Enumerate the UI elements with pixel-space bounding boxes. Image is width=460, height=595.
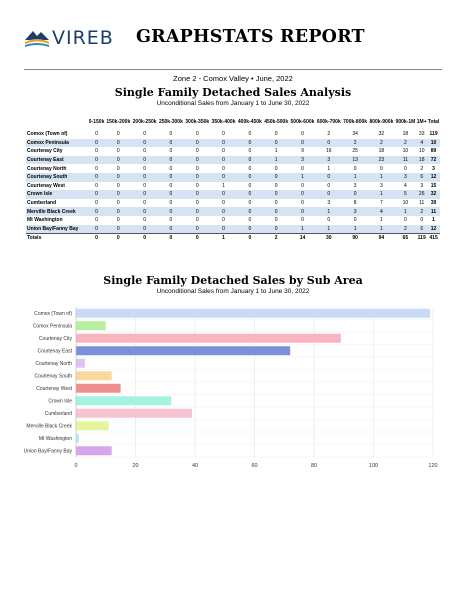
value-cell: 0: [237, 225, 263, 234]
value-cell: 0: [88, 156, 105, 165]
value-cell: 0: [184, 139, 210, 148]
value-cell: 0: [248, 217, 252, 224]
value-cell: 0: [184, 173, 210, 182]
bar: [76, 396, 171, 405]
value-cell: 8: [353, 200, 357, 207]
total-cell: 12: [427, 225, 440, 234]
value-cell: 119: [416, 233, 427, 243]
value-cell: 0: [184, 207, 210, 216]
column-header: 150k-200k: [106, 119, 131, 126]
value-cell: 0: [237, 139, 263, 148]
value-cell: 0: [274, 217, 278, 224]
value-cell: 0: [131, 190, 157, 199]
value-cell: 2: [327, 131, 331, 138]
value-cell: 0: [222, 217, 225, 224]
value-cell: 0: [289, 139, 315, 148]
value-cell: 0: [263, 139, 289, 148]
table-row: [26, 207, 440, 216]
value-cell: 0: [342, 190, 368, 199]
value-cell: 0: [105, 173, 131, 182]
column-header: 800k-900k: [369, 119, 394, 126]
category-label: Mt Washington: [38, 436, 72, 443]
total-cell: 1: [432, 217, 435, 224]
value-cell: 0: [105, 225, 131, 234]
total-cell: 10: [427, 139, 440, 148]
table-title: Single Family Detached Sales Analysis: [114, 86, 352, 99]
value-cell: 18: [416, 156, 427, 165]
value-cell: 0: [131, 156, 157, 165]
value-cell: 1: [342, 173, 368, 182]
value-cell: 0: [263, 207, 289, 216]
area-cell: Union Bay/Fanny Bay: [26, 225, 88, 234]
total-cell: 11: [427, 207, 440, 216]
value-cell: 0: [184, 156, 210, 165]
value-cell: 0: [105, 139, 131, 148]
value-cell: 0: [274, 165, 278, 172]
category-label: Courtenay East: [37, 348, 72, 355]
value-cell: 0: [88, 173, 105, 182]
value-cell: 0: [184, 190, 210, 199]
category-label: Union Bay/Fanny Bay: [23, 448, 72, 455]
value-cell: 0: [316, 190, 342, 199]
value-cell: 2: [263, 233, 289, 243]
column-header: 900k-1M: [395, 119, 416, 126]
table-row: [26, 130, 440, 139]
value-cell: 0: [195, 200, 199, 207]
value-cell: 0: [195, 182, 199, 189]
value-cell: 1: [222, 182, 225, 189]
value-cell: 0: [169, 148, 173, 155]
value-cell: 0: [222, 131, 225, 138]
sales-bar-chart: [0, 300, 460, 480]
value-cell: 4: [368, 207, 394, 216]
value-cell: 0: [237, 173, 263, 182]
value-cell: 1: [327, 165, 331, 172]
x-tick-label: 40: [191, 463, 199, 469]
x-tick-label: 120: [428, 463, 438, 469]
value-cell: 1: [316, 207, 342, 216]
x-tick-label: 60: [251, 463, 258, 469]
value-cell: 0: [289, 207, 315, 216]
value-cell: 0: [95, 148, 98, 155]
area-cell: Comox Peninsula: [26, 139, 88, 148]
value-cell: 2: [420, 165, 424, 172]
x-tick-label: 20: [132, 463, 139, 469]
value-cell: 3: [342, 207, 368, 216]
value-cell: 0: [105, 233, 131, 243]
category-label: Courtenay South: [34, 373, 72, 380]
value-cell: 4: [416, 139, 427, 148]
total-cell: 39: [430, 200, 437, 207]
value-cell: 0: [353, 165, 357, 172]
bar: [76, 421, 109, 430]
bar: [76, 384, 121, 393]
value-cell: 0: [116, 165, 120, 172]
value-cell: 0: [210, 190, 236, 199]
value-cell: 0: [143, 200, 146, 207]
table-subtitle: Unconditional Sales from January 1 to June 30, 2022: [156, 100, 310, 107]
report-subtitle: Zone 2 - Comox Valley • June, 2022: [173, 74, 293, 83]
value-cell: 0: [301, 182, 304, 189]
area-cell: Totals: [26, 233, 88, 243]
area-cell: Crown Isle: [26, 190, 88, 199]
value-cell: 0: [158, 173, 184, 182]
value-cell: 0: [195, 217, 199, 224]
value-cell: 34: [352, 131, 358, 138]
value-cell: 1: [274, 148, 278, 155]
column-header: 300k-350k: [185, 119, 210, 126]
category-label: Courtenay West: [36, 386, 72, 393]
value-cell: 0: [248, 200, 252, 207]
value-cell: 0: [169, 200, 173, 207]
value-cell: 0: [105, 207, 131, 216]
table-row: [26, 190, 440, 199]
value-cell: 3: [289, 156, 315, 165]
value-cell: 94: [368, 233, 394, 243]
value-cell: 90: [342, 233, 368, 243]
bar: [76, 359, 85, 368]
value-cell: 0: [131, 233, 157, 243]
column-header: 450k-500k: [264, 119, 289, 126]
category-label: Courtenay City: [38, 336, 72, 343]
value-cell: 0: [301, 200, 304, 207]
value-cell: 11: [419, 200, 425, 207]
value-cell: 4: [404, 182, 407, 189]
column-header: 200k-250k: [132, 119, 157, 126]
value-cell: 30: [316, 233, 342, 243]
column-header: Total: [427, 119, 440, 126]
value-cell: 0: [143, 148, 146, 155]
value-cell: 33: [418, 131, 425, 138]
table-row: [26, 182, 440, 191]
value-cell: 0: [158, 233, 184, 243]
bar: [76, 434, 79, 443]
logo-text: VIREB: [52, 27, 114, 49]
bar: [76, 321, 106, 330]
value-cell: 0: [158, 207, 184, 216]
value-cell: 0: [316, 173, 342, 182]
value-cell: 0: [169, 217, 173, 224]
value-cell: 0: [158, 156, 184, 165]
value-cell: 65: [395, 233, 417, 243]
area-cell: Mt Washington: [27, 217, 63, 224]
area-cell: Courtenay West: [27, 182, 65, 189]
value-cell: 32: [378, 131, 385, 138]
bar: [76, 446, 112, 455]
bar: [76, 346, 290, 355]
chart-subtitle: Unconditional Sales from January 1 to June 30, 2022: [156, 288, 310, 295]
value-cell: 0: [222, 148, 225, 155]
value-cell: 0: [195, 165, 199, 172]
value-cell: 0: [210, 207, 236, 216]
value-cell: 0: [95, 217, 98, 224]
value-cell: 0: [404, 165, 407, 172]
value-cell: 0: [143, 165, 146, 172]
value-cell: 0: [131, 225, 157, 234]
value-cell: 0: [116, 217, 120, 224]
table-row: [26, 225, 440, 234]
value-cell: 0: [263, 173, 289, 182]
value-cell: 0: [131, 207, 157, 216]
value-cell: 0: [95, 182, 98, 189]
value-cell: 0: [158, 190, 184, 199]
mountain-logo-icon: [24, 26, 50, 48]
table-row: [26, 139, 440, 148]
value-cell: 0: [210, 156, 236, 165]
x-tick-label: 0: [74, 463, 78, 469]
column-header: 400k-450k: [237, 119, 262, 126]
total-cell: 415: [427, 233, 440, 243]
column-header: 250k-300k: [158, 119, 183, 126]
value-cell: 0: [420, 217, 424, 224]
value-cell: 0: [327, 217, 331, 224]
value-cell: 0: [274, 131, 278, 138]
value-cell: 0: [95, 131, 98, 138]
value-cell: 0: [195, 148, 199, 155]
value-cell: 0: [316, 139, 342, 148]
value-cell: 0: [210, 139, 236, 148]
value-cell: 23: [368, 156, 394, 165]
value-cell: 0: [88, 225, 105, 234]
value-cell: 0: [95, 165, 98, 172]
value-cell: 13: [342, 156, 368, 165]
value-cell: 0: [95, 200, 98, 207]
value-cell: 0: [143, 131, 146, 138]
value-cell: 1: [342, 225, 368, 234]
value-cell: 3: [395, 173, 417, 182]
value-cell: 0: [289, 190, 315, 199]
bar: [76, 334, 341, 343]
area-cell: Courtenay North: [27, 165, 67, 172]
area-cell: Cumberland: [27, 200, 57, 207]
value-cell: 0: [301, 217, 304, 224]
category-label: Merville Black Creek: [26, 423, 72, 430]
value-cell: 0: [116, 200, 120, 207]
category-label: Crown Isle: [48, 398, 72, 405]
value-cell: 0: [380, 165, 383, 172]
bar: [76, 409, 192, 418]
value-cell: 0: [169, 131, 173, 138]
value-cell: 0: [169, 165, 173, 172]
value-cell: 0: [404, 217, 407, 224]
bar: [76, 371, 112, 380]
value-cell: 1: [263, 156, 289, 165]
value-cell: 3: [316, 156, 342, 165]
header-divider: [24, 69, 442, 70]
vireb-logo: [24, 22, 124, 52]
total-cell: 15: [430, 182, 437, 189]
value-cell: 3: [420, 182, 424, 189]
totals-row: [26, 233, 440, 243]
value-cell: 0: [158, 225, 184, 234]
value-cell: 0: [105, 190, 131, 199]
area-cell: Courtenay South: [26, 173, 88, 182]
table-row: [26, 199, 440, 208]
area-column-header: [26, 116, 88, 130]
value-cell: 0: [274, 200, 278, 207]
total-cell: 72: [427, 156, 440, 165]
value-cell: 1: [395, 207, 417, 216]
value-cell: 0: [88, 190, 105, 199]
report-title: GRAPHSTATS REPORT: [136, 27, 365, 47]
value-cell: 1: [368, 190, 394, 199]
value-cell: 0: [263, 190, 289, 199]
value-cell: 25: [352, 148, 358, 155]
value-cell: 9: [301, 148, 304, 155]
value-cell: 2: [395, 139, 417, 148]
value-cell: 3: [327, 200, 331, 207]
value-cell: 0: [131, 173, 157, 182]
total-cell: 89: [430, 148, 437, 155]
value-cell: 2: [368, 139, 394, 148]
value-cell: 0: [248, 165, 252, 172]
value-cell: 0: [169, 182, 173, 189]
value-cell: 0: [116, 182, 120, 189]
table-row: [26, 216, 440, 225]
value-cell: 1: [368, 173, 394, 182]
value-cell: 0: [143, 217, 146, 224]
value-cell: 10: [418, 148, 425, 155]
value-cell: 0: [301, 165, 304, 172]
bar-chart-svg: [0, 300, 460, 480]
value-cell: 16: [326, 148, 332, 155]
column-header: 0-150k: [88, 119, 105, 126]
area-cell: Merville Black Creek: [26, 207, 88, 216]
area-cell: Comox (Town of): [27, 131, 68, 138]
total-cell: 119: [429, 131, 438, 138]
value-cell: 0: [131, 139, 157, 148]
category-label: Courtenay North: [35, 361, 72, 368]
value-cell: 0: [158, 139, 184, 148]
column-header: 350k-400k: [211, 119, 236, 126]
value-cell: 0: [248, 131, 252, 138]
chart-title: Single Family Detached Sales by Sub Area: [103, 274, 363, 287]
value-cell: 7: [380, 200, 383, 207]
value-cell: 0: [88, 139, 105, 148]
column-header: 600k-700k: [316, 119, 341, 126]
column-header: 500k-600k: [290, 119, 315, 126]
value-cell: 10: [402, 200, 409, 207]
column-header: 700k-800k: [343, 119, 368, 126]
category-label: Comox Peninsula: [32, 323, 72, 330]
value-cell: 0: [195, 131, 199, 138]
value-cell: 2: [342, 139, 368, 148]
value-cell: 1: [316, 225, 342, 234]
bar: [76, 309, 430, 318]
value-cell: 14: [289, 233, 315, 243]
value-cell: 0: [184, 225, 210, 234]
table-row: [26, 164, 440, 173]
value-cell: 0: [116, 131, 120, 138]
value-cell: 1: [380, 217, 383, 224]
value-cell: 0: [88, 207, 105, 216]
value-cell: 0: [237, 190, 263, 199]
x-tick-label: 80: [310, 463, 318, 469]
report-header: [24, 22, 442, 83]
value-cell: 1: [368, 225, 394, 234]
value-cell: 0: [237, 156, 263, 165]
area-cell: Courtenay City: [27, 148, 63, 155]
value-cell: 18: [378, 148, 385, 155]
value-cell: 0: [353, 217, 357, 224]
table-row: [26, 147, 440, 156]
value-cell: 26: [416, 190, 427, 199]
value-cell: 6: [416, 173, 427, 182]
value-cell: 0: [263, 225, 289, 234]
category-label: Comox (Town of): [34, 311, 72, 318]
value-cell: 6: [416, 225, 427, 234]
total-cell: 32: [427, 190, 440, 199]
value-cell: 0: [88, 233, 105, 243]
table-header-row: [26, 116, 440, 130]
value-cell: 0: [274, 182, 278, 189]
total-cell: 3: [432, 165, 435, 172]
sales-table: [26, 116, 440, 243]
table-row: [26, 156, 440, 165]
value-cell: 0: [210, 225, 236, 234]
value-cell: 0: [184, 233, 210, 243]
value-cell: 1: [210, 233, 236, 243]
value-cell: 0: [248, 182, 252, 189]
total-cell: 12: [427, 173, 440, 182]
x-tick-label: 100: [368, 463, 379, 469]
value-cell: 0: [248, 148, 252, 155]
area-cell: Courtenay East: [26, 156, 88, 165]
value-cell: 5: [395, 190, 417, 199]
value-cell: 0: [116, 148, 120, 155]
value-cell: 0: [222, 165, 225, 172]
value-cell: 0: [327, 182, 331, 189]
value-cell: 1: [289, 173, 315, 182]
value-cell: 0: [210, 173, 236, 182]
value-cell: 0: [222, 200, 225, 207]
category-label: Cumberland: [44, 411, 72, 418]
value-cell: 3: [380, 182, 383, 189]
value-cell: 11: [395, 156, 417, 165]
value-cell: 0: [143, 182, 146, 189]
value-cell: 1: [289, 225, 315, 234]
value-cell: 3: [353, 182, 357, 189]
value-cell: 2: [416, 207, 427, 216]
table-row: [26, 173, 440, 182]
value-cell: 0: [301, 131, 304, 138]
column-header: 1M+: [416, 119, 427, 126]
value-cell: 0: [105, 156, 131, 165]
value-cell: 2: [395, 225, 417, 234]
value-cell: 10: [402, 148, 409, 155]
value-cell: 0: [237, 233, 263, 243]
value-cell: 0: [237, 207, 263, 216]
value-cell: 18: [402, 131, 409, 138]
